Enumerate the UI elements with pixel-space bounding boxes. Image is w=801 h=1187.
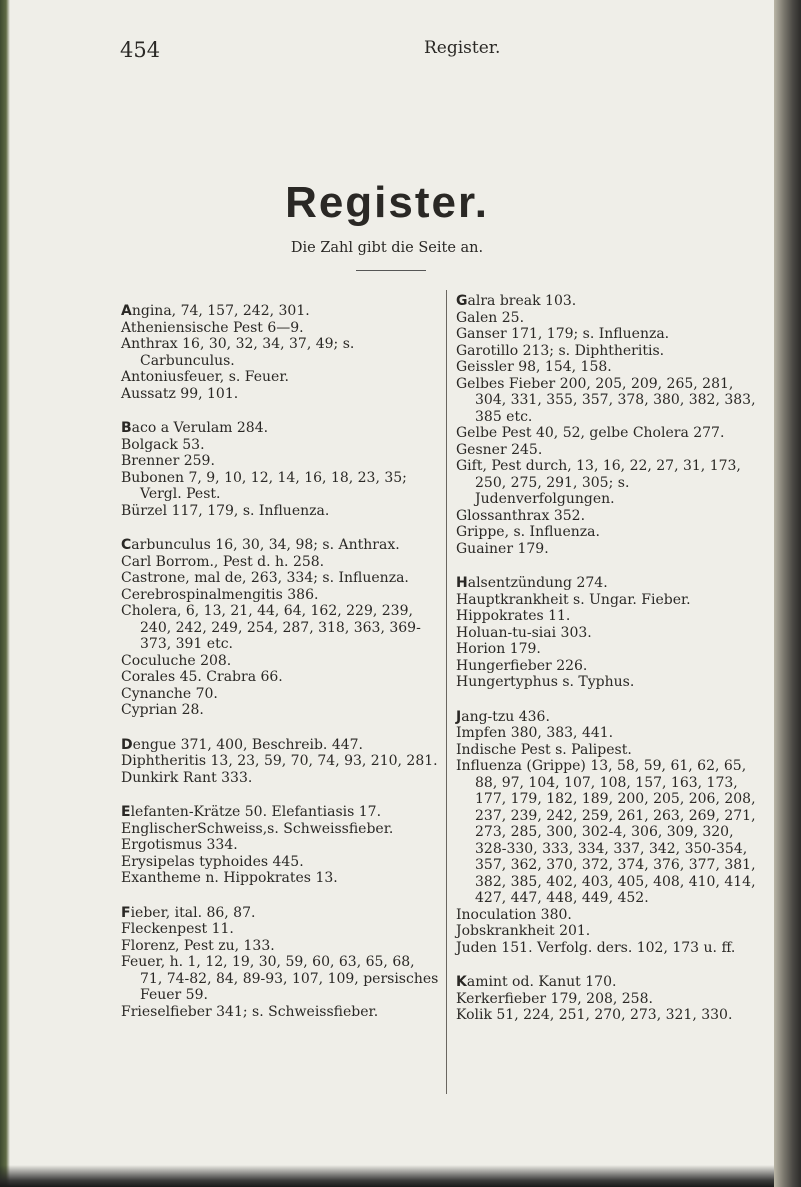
index-entry (456, 907, 768, 924)
index-entry (121, 453, 439, 470)
group-spacer (456, 956, 768, 974)
entry-text: alsentzündung 274. (467, 575, 608, 591)
index-entry (121, 554, 439, 571)
entry-text: Feuer, h. 1, 12, 19, 30, 59, 60, 63, 65, 68, 71, 74-82, 84, 89-93, 107, 109, persisches Feuer 59. (121, 954, 439, 1003)
index-entry (456, 608, 768, 625)
entry-text: lefanten-Krätze 50. Elefantiasis 17. (130, 804, 382, 820)
index-entry (456, 458, 768, 508)
entry-text: aco a Verulam 284. (131, 420, 269, 436)
entry-initial-letter: E (121, 804, 131, 820)
index-entry (121, 737, 439, 754)
page-title: Register. (285, 178, 489, 227)
book-spine (774, 0, 801, 1187)
entry-text: Fleckenpest 11. (121, 921, 234, 937)
index-entry (121, 854, 439, 871)
entry-text: ngina, 74, 157, 242, 301. (131, 303, 310, 319)
index-entry (121, 954, 439, 1004)
group-spacer (121, 786, 439, 804)
entry-text: engue 371, 400, Beschreib. 447. (132, 736, 363, 753)
entry-text: Atheniensische Pest 6—9. (121, 319, 304, 336)
entry-text: Brenner 259. (121, 453, 215, 469)
entry-text: Hungertyphus s. Typhus. (456, 674, 635, 690)
entry-text: Antoniusfeuer, s. Feuer. (121, 369, 289, 385)
group-spacer (121, 719, 439, 737)
index-entry (121, 686, 439, 703)
column-divider (446, 290, 447, 1094)
entry-text: Hauptkrankheit s. Ungar. Fieber. (456, 591, 691, 608)
entry-text: Impfen 380, 383, 441. (456, 725, 614, 741)
index-entry (121, 503, 439, 520)
entry-text: Gelbe Pest 40, 52, gelbe Cholera 277. (456, 425, 725, 441)
entry-text: Aussatz 99, 101. (121, 385, 239, 402)
index-entry (456, 425, 768, 442)
page-subtitle: Die Zahl gibt die Seite an. (290, 240, 484, 256)
index-entry (121, 804, 439, 821)
index-entry (456, 359, 768, 376)
index-entry (456, 725, 768, 742)
index-entry (121, 905, 439, 922)
entry-text: Influenza (Grippe) 13, 58, 59, 61, 62, 65, 88, 97, 104, 107, 108, 157, 163, 173, 177, 179, 182, 189, 200, 205, 206, 208, 237, 239, 242, 259, 261, 263, 269, 271, 273, 285, 300, 302-4, 306, 309, 320, 328-330, 333, 334, 337, 342, 350-354, 357, 362, 370, 372, 374, 376, 377, 381, 382, 385, 402, 403, 405, 408, 410, 414, 427, 447, 448, 449, 452. (456, 758, 756, 906)
entry-text: Ergotismus 334. (121, 837, 238, 853)
entry-initial-letter: J (456, 708, 462, 725)
entry-text: Carl Borrom., Pest d. h. 258. (121, 553, 325, 570)
entry-text: Indische Pest s. Palipest. (456, 741, 632, 758)
entry-initial-letter: D (121, 736, 133, 753)
index-entry (121, 437, 439, 454)
index-entry (456, 376, 768, 426)
entry-text: Bubonen 7, 9, 10, 12, 14, 16, 18, 23, 35; Vergl. Pest. (121, 469, 407, 502)
entry-text: Coculuche 208. (121, 652, 232, 669)
index-entry (121, 369, 439, 386)
index-entry (456, 974, 768, 991)
entry-text: Kerkerfieber 179, 208, 258. (456, 990, 653, 1007)
page-number: 454 (120, 38, 161, 62)
index-entry (456, 343, 768, 360)
title-rule (356, 270, 426, 271)
entry-text: Dunkirk Rant 333. (121, 769, 253, 786)
index-entry (456, 508, 768, 525)
index-entry (121, 570, 439, 587)
index-entry (456, 541, 768, 558)
index-entry (121, 336, 439, 369)
entry-text: Cyprian 28. (121, 702, 204, 718)
index-entry (121, 303, 439, 320)
entry-text: Cholera, 6, 13, 21, 44, 64, 162, 229, 239, 240, 242, 249, 254, 287, 318, 363, 369-373, 391 etc. (121, 603, 421, 652)
entry-initial-letter: C (121, 537, 132, 553)
index-entry (121, 470, 439, 503)
index-entry (456, 923, 768, 940)
group-spacer (456, 691, 768, 709)
index-entry (456, 709, 768, 726)
index-entry (456, 674, 768, 691)
index-entry (121, 837, 439, 854)
index-entry (456, 991, 768, 1008)
entry-text: amint od. Kanut 170. (466, 974, 617, 990)
entry-initial-letter: A (121, 303, 132, 319)
index-entry (121, 603, 439, 653)
entry-text: arbunculus 16, 30, 34, 98; s. Anthrax. (131, 537, 400, 553)
index-entry (456, 1007, 768, 1024)
entry-text: Cynanche 70. (121, 685, 218, 702)
entry-text: Anthrax 16, 30, 32, 34, 37, 49; s. Carbunculus. (121, 336, 355, 369)
running-title: Register. (424, 38, 501, 58)
entry-text: Corales 45. Crabra 66. (121, 669, 283, 685)
entry-text: Diphtheritis 13, 23, 59, 70, 74, 93, 210, 281. (121, 753, 438, 769)
index-entry (456, 575, 768, 592)
index-entry (121, 821, 439, 838)
entry-initial-letter: G (456, 293, 468, 309)
entry-text: Hungerfieber 226. (456, 657, 588, 674)
index-entry (456, 326, 768, 343)
entry-text: Castrone, mal de, 263, 334; s. Influenza. (121, 570, 409, 586)
index-entry (456, 310, 768, 327)
index-entry (456, 592, 768, 609)
group-spacer (456, 557, 768, 575)
index-entry (121, 702, 439, 719)
index-entry (121, 386, 439, 403)
group-spacer (121, 519, 439, 537)
index-entry (121, 870, 439, 887)
entry-text: Bürzel 117, 179, s. Influenza. (121, 502, 330, 519)
index-entry (456, 658, 768, 675)
entry-text: Horion 179. (456, 641, 541, 657)
entry-text: Guainer 179. (456, 540, 549, 557)
entry-text: Ganser 171, 179; s. Influenza. (456, 326, 670, 342)
index-entry (456, 442, 768, 459)
index-entry (456, 524, 768, 541)
index-entry (121, 420, 439, 437)
entry-text: Gift, Pest durch, 13, 16, 22, 27, 31, 173, 250, 275, 291, 305; s. Judenverfolgungen. (456, 458, 741, 507)
index-entry (121, 770, 439, 787)
index-column-right (456, 293, 768, 1024)
index-entry (121, 537, 439, 554)
index-entry (456, 758, 768, 907)
entry-text: Erysipelas typhoides 445. (121, 853, 304, 870)
entry-text: Holuan-tu-siai 303. (456, 624, 592, 641)
index-entry (456, 625, 768, 642)
index-entry (456, 742, 768, 759)
index-entry (456, 293, 768, 310)
entry-initial-letter: B (121, 420, 132, 436)
entry-text: Geissler 98, 154, 158. (456, 359, 612, 375)
group-spacer (121, 402, 439, 420)
index-entry (121, 669, 439, 686)
index-entry (121, 753, 439, 770)
entry-text: Kolik 51, 224, 251, 270, 273, 321, 330. (456, 1007, 733, 1023)
entry-text: Bolgack 53. (121, 436, 205, 453)
entry-text: Juden 151. Verfolg. ders. 102, 173 u. ff. (456, 939, 736, 956)
entry-initial-letter: K (456, 974, 467, 990)
index-entry (456, 940, 768, 957)
entry-text: alra break 103. (467, 293, 577, 309)
index-entry (121, 653, 439, 670)
entry-text: Florenz, Pest zu, 133. (121, 937, 275, 954)
index-entry (121, 1004, 439, 1021)
entry-text: ang-tzu 436. (461, 708, 550, 725)
entry-text: ieber, ital. 86, 87. (130, 904, 256, 921)
entry-text: Gelbes Fieber 200, 205, 209, 265, 281, 304, 331, 355, 357, 378, 380, 382, 383, 385 etc. (456, 375, 756, 425)
entry-initial-letter: F (121, 904, 131, 921)
index-entry (121, 320, 439, 337)
entry-text: Exantheme n. Hippokrates 13. (121, 870, 338, 886)
index-entry (121, 587, 439, 604)
index-entry (456, 641, 768, 658)
entry-text: Jobskrankheit 201. (456, 923, 591, 939)
index-entry (121, 921, 439, 938)
entry-initial-letter: H (456, 575, 468, 591)
entry-text: Cerebrospinalmengitis 386. (121, 586, 319, 603)
entry-text: Glossanthrax 352. (456, 507, 586, 524)
index-entry (121, 938, 439, 955)
entry-text: EnglischerSchweiss,s. Schweissfieber. (121, 820, 394, 837)
index-column-left (121, 303, 439, 1020)
entry-text: Galen 25. (456, 309, 525, 326)
entry-text: Inoculation 380. (456, 906, 572, 923)
entry-text: Gesner 245. (456, 441, 543, 458)
group-spacer (121, 887, 439, 905)
entry-text: Garotillo 213; s. Diphtheritis. (456, 342, 665, 359)
entry-text: Hippokrates 11. (456, 608, 571, 624)
entry-text: Grippe, s. Influenza. (456, 524, 600, 540)
entry-text: Frieselfieber 341; s. Schweissfieber. (121, 1003, 379, 1020)
